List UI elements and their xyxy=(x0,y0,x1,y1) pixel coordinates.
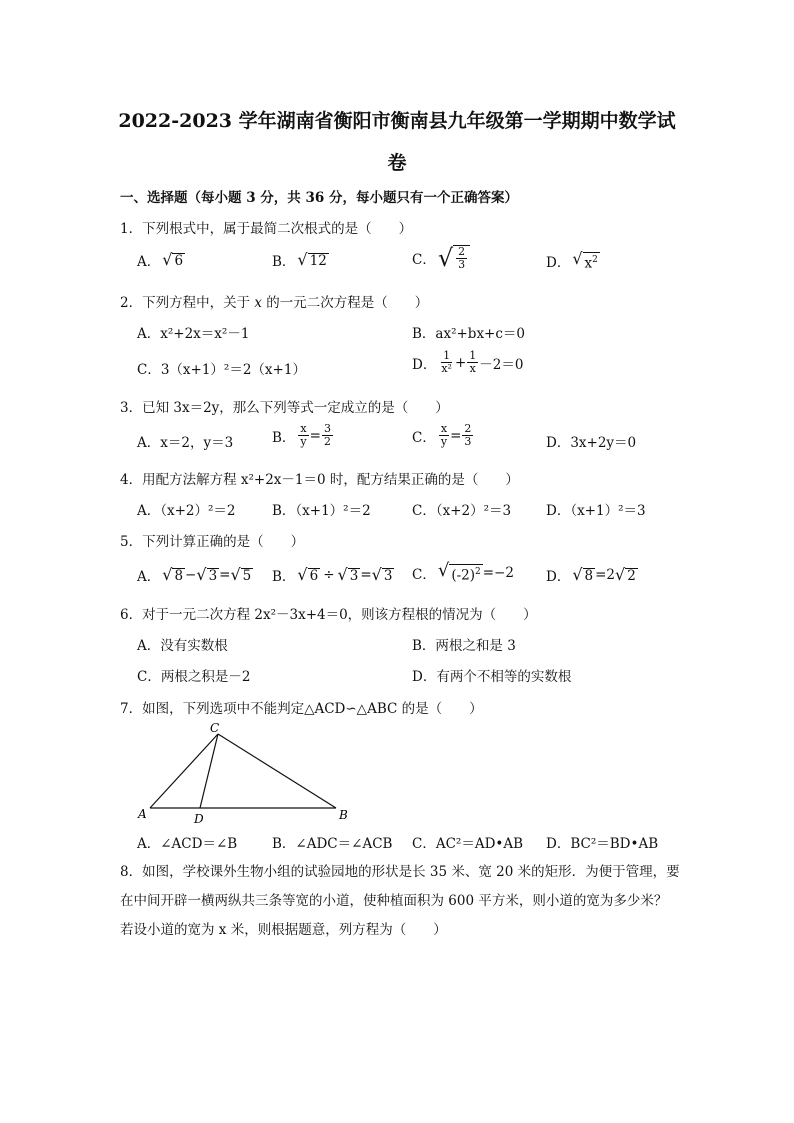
sqrt-expression: √ 3 xyxy=(337,565,359,584)
sqrt-expression: √ $(-2)^2$ xyxy=(437,560,481,584)
q3-option-d: D．3x+2y＝0 xyxy=(546,435,637,451)
sqrt-expression: √ 8 xyxy=(162,565,184,584)
question-4-stem: 4．用配方法解方程 x²+2x－1＝0 时，配方结果正确的是（ ） xyxy=(120,472,519,488)
radicand: 6 xyxy=(174,253,184,269)
radicand: (-2) xyxy=(451,567,476,584)
q6-option-c: C．两根之积是－2 xyxy=(137,669,251,685)
denominator: x xyxy=(469,362,476,375)
equals-sign: = xyxy=(360,567,372,583)
sqrt-expression: √ 6 xyxy=(162,250,184,269)
question-6-stem: 6．对于一元二次方程 2x²－3x+4＝0，则该方程根的情况为（ ） xyxy=(120,607,537,623)
q1-option-b xyxy=(272,250,329,270)
q3-option-a: A．x＝2，y＝3 xyxy=(137,435,234,451)
fraction xyxy=(439,350,454,375)
page-title-continued: 卷 xyxy=(387,152,407,174)
q1-option-a xyxy=(137,250,185,270)
q1-option-c xyxy=(412,243,470,273)
radicand: 8 xyxy=(584,568,594,584)
option-label: D． xyxy=(412,356,437,373)
equals-sign: =2 xyxy=(595,567,616,583)
radicand: 12 xyxy=(309,253,327,269)
segment-ac xyxy=(150,734,218,808)
option-label: C． xyxy=(412,429,436,446)
label-c: C xyxy=(210,722,220,735)
q7-option-b: B．∠ADC＝∠ACB xyxy=(272,836,393,852)
variable: x xyxy=(254,295,263,311)
question-1-stem: 1．下列根式中，属于最简二次根式的是（ ） xyxy=(120,221,413,237)
expression-tail: －2＝0 xyxy=(479,356,524,373)
q4-option-d: D．（x+1）²＝3 xyxy=(546,503,646,519)
operator: + xyxy=(454,354,467,371)
page-title: 2022-2023 学年湖南省衡阳市衡南县九年级第一学期期中数学试 xyxy=(118,110,676,132)
question-2-stem xyxy=(120,291,428,311)
fraction xyxy=(298,423,308,448)
radicand: 2 xyxy=(627,568,636,584)
numerator: 1 xyxy=(443,349,451,362)
triangle-figure xyxy=(136,722,356,826)
q2-option-c: C．3（x+1）²＝2（x+1） xyxy=(137,362,306,378)
q7-option-a: A．∠ACD＝∠B xyxy=(137,836,238,852)
sqrt-expression: √ 3 xyxy=(371,565,393,584)
stem-text: 2．下列方程中，关于 xyxy=(120,295,255,311)
q7-option-c: C．AC²＝AD•AB xyxy=(412,836,524,852)
denominator: y xyxy=(300,435,307,448)
sqrt-expression: √ 3 xyxy=(196,565,218,584)
sqrt-expression: √ 6 xyxy=(297,565,319,584)
operator: ÷ xyxy=(323,567,335,583)
fraction xyxy=(462,423,473,448)
denominator: 2 xyxy=(323,435,331,448)
q3-option-b xyxy=(272,423,334,448)
q5-option-c xyxy=(412,562,514,584)
question-8-stem: 8．如图，学校课外生物小组的试验园地的形状是长 35 米、宽 20 米的矩形．为便于管理，要在中间开辟一横两纵共三条等宽的小道，使种植面积为 600 平方米，则小道的宽为多少米？若设小道的宽为 x 米，则根据题意，列方程为（ ） xyxy=(120,864,680,938)
numerator: 3 xyxy=(323,422,331,435)
q2-option-a: A．x²+2x＝x²－1 xyxy=(137,326,250,342)
sqrt-expression: √ $x^2$ xyxy=(572,249,598,272)
q5-option-a xyxy=(137,565,253,585)
numerator: x xyxy=(300,422,307,435)
denominator: 3 xyxy=(458,258,466,271)
option-label: A． xyxy=(137,254,161,270)
sqrt-expression: √ $\frac{2}{3}$ xyxy=(438,243,470,273)
radicand: 5 xyxy=(242,568,252,584)
denominator: x² xyxy=(441,362,452,375)
q4-option-c: C．（x+2）²＝3 xyxy=(412,503,512,519)
option-label: B． xyxy=(272,569,296,585)
radicand: 3 xyxy=(349,568,359,584)
radicand: x xyxy=(584,255,593,272)
sqrt-expression: √ 12 xyxy=(297,250,327,269)
sqrt-expression: √ 8 xyxy=(572,565,594,584)
label-a: A xyxy=(138,807,147,821)
q1-option-d xyxy=(546,250,600,272)
option-label: D． xyxy=(546,254,571,271)
option-label: B． xyxy=(272,254,296,270)
sqrt-expression: √ 5 xyxy=(230,565,252,584)
numerator: 1 xyxy=(469,349,477,362)
radicand: 3 xyxy=(208,568,218,584)
q2-option-d xyxy=(412,350,523,375)
numerator: 2 xyxy=(458,245,466,258)
label-b: B xyxy=(339,808,348,822)
operator: − xyxy=(185,567,197,583)
radicand: 6 xyxy=(309,568,319,584)
q6-option-a: A．没有实数根 xyxy=(137,638,228,654)
radicand: 8 xyxy=(174,568,184,584)
fraction xyxy=(322,423,333,448)
option-label: C． xyxy=(412,566,436,583)
sqrt-expression: √ 2 xyxy=(615,565,636,584)
radicand: 3 xyxy=(383,568,393,584)
segment-cd xyxy=(200,734,218,808)
q3-option-c xyxy=(412,423,474,448)
option-label: B． xyxy=(272,429,296,446)
label-d: D xyxy=(194,812,204,826)
question-3-stem: 3．已知 3x＝2y，那么下列等式一定成立的是（ ） xyxy=(120,400,449,416)
q4-option-a: A．（x+2）²＝2 xyxy=(137,503,236,519)
question-5-stem: 5．下列计算正确的是（ ） xyxy=(120,534,305,550)
exponent: 2 xyxy=(592,255,598,265)
numerator: 2 xyxy=(464,422,472,435)
section-heading: 一、选择题（每小题 3 分，共 36 分，每小题只有一个正确答案） xyxy=(120,190,518,206)
stem-text: 的一元二次方程是（ ） xyxy=(262,295,429,311)
equals-sign: = xyxy=(309,427,321,444)
denominator: y xyxy=(440,435,448,448)
q2-option-b: B．ax²+bx+c＝0 xyxy=(412,326,526,342)
q5-option-b xyxy=(272,565,394,585)
q4-option-b: B．（x+1）²＝2 xyxy=(272,503,371,519)
q6-option-d: D．有两个不相等的实数根 xyxy=(412,669,572,685)
equals-sign: = xyxy=(450,427,462,444)
q7-option-d: D．BC²＝BD•AB xyxy=(546,836,659,852)
expression-tail: =−2 xyxy=(482,564,514,581)
numerator: x xyxy=(440,422,448,435)
q6-option-b: B．两根之和是 3 xyxy=(412,638,516,654)
option-label: D． xyxy=(546,569,571,585)
fraction xyxy=(456,246,467,271)
fraction xyxy=(467,350,478,375)
question-7-stem: 7．如图，下列选项中不能判定△ACD∽△ABC 的是（ ） xyxy=(120,701,483,717)
fraction xyxy=(439,423,449,448)
exponent: 2 xyxy=(475,567,481,577)
segment-cb xyxy=(218,734,336,808)
equals-sign: = xyxy=(219,567,231,583)
option-label: C． xyxy=(412,252,436,268)
option-label: A． xyxy=(137,569,161,585)
denominator: 3 xyxy=(464,435,472,448)
q5-option-d xyxy=(546,565,638,585)
